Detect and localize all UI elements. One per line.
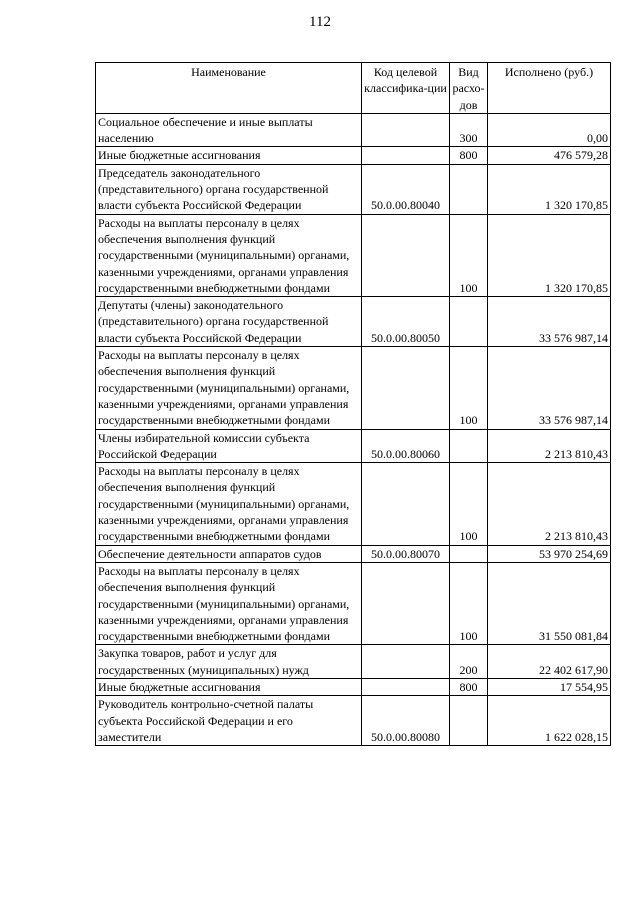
row-name: Расходы на выплаты персоналу в целях обеспечения выполнения функций государственными (муниципальными) органами, казенными учреждениями, органами управления государственными внебюджетными фондами <box>96 562 362 644</box>
table-header-row <box>96 63 611 114</box>
row-code: 50.0.00.80080 <box>362 696 450 746</box>
row-code <box>362 678 450 695</box>
row-code: 50.0.00.80040 <box>362 164 450 214</box>
row-code <box>362 113 450 147</box>
row-type <box>450 545 488 562</box>
row-type: 100 <box>450 463 488 545</box>
row-amount: 2 213 810,43 <box>488 463 611 545</box>
header-type: Вид расхо-дов <box>450 63 488 114</box>
row-code <box>362 562 450 644</box>
page-number: 112 <box>309 14 331 30</box>
row-amount: 31 550 081,84 <box>488 562 611 644</box>
row-type <box>450 429 488 463</box>
row-amount: 53 970 254,69 <box>488 545 611 562</box>
row-code: 50.0.00.80060 <box>362 429 450 463</box>
table-row <box>96 429 611 463</box>
row-type: 800 <box>450 147 488 164</box>
row-type: 800 <box>450 678 488 695</box>
row-amount: 1 622 028,15 <box>488 696 611 746</box>
row-code: 50.0.00.80070 <box>362 545 450 562</box>
table-row <box>96 696 611 746</box>
row-name: Иные бюджетные ассигнования <box>96 147 362 164</box>
row-amount: 0,00 <box>488 113 611 147</box>
row-type <box>450 297 488 347</box>
table-row <box>96 678 611 695</box>
row-amount: 476 579,28 <box>488 147 611 164</box>
row-code: 50.0.00.80050 <box>362 297 450 347</box>
row-name: Депутаты (члены) законодательного (представительного) органа государственной власти субъекта Российской Федерации <box>96 297 362 347</box>
row-amount: 33 576 987,14 <box>488 297 611 347</box>
table-row <box>96 645 611 679</box>
row-amount: 2 213 810,43 <box>488 429 611 463</box>
row-name: Обеспечение деятельности аппаратов судов <box>96 545 362 562</box>
header-amount: Исполнено (руб.) <box>488 63 611 114</box>
row-code <box>362 214 450 296</box>
row-amount: 22 402 617,90 <box>488 645 611 679</box>
table-row <box>96 347 611 429</box>
row-code <box>362 645 450 679</box>
table-row <box>96 545 611 562</box>
table-row <box>96 297 611 347</box>
row-type: 200 <box>450 645 488 679</box>
row-name: Расходы на выплаты персоналу в целях обеспечения выполнения функций государственными (муниципальными) органами, казенными учреждениями, органами управления государственными внебюджетными фондами <box>96 214 362 296</box>
row-name: Закупка товаров, работ и услуг для государственных (муниципальных) нужд <box>96 645 362 679</box>
row-amount: 33 576 987,14 <box>488 347 611 429</box>
row-code <box>362 347 450 429</box>
row-type <box>450 696 488 746</box>
row-type: 100 <box>450 347 488 429</box>
header-name: Наименование <box>96 63 362 114</box>
row-amount: 1 320 170,85 <box>488 164 611 214</box>
table-row <box>96 164 611 214</box>
table-row <box>96 562 611 644</box>
row-name: Иные бюджетные ассигнования <box>96 678 362 695</box>
header-code: Код целевой классифика-ции <box>362 63 450 114</box>
row-name: Расходы на выплаты персоналу в целях обеспечения выполнения функций государственными (муниципальными) органами, казенными учреждениями, органами управления государственными внебюджетными фондами <box>96 347 362 429</box>
table-row <box>96 463 611 545</box>
row-name: Председатель законодательного (представительного) органа государственной власти субъекта Российской Федерации <box>96 164 362 214</box>
row-name: Члены избирательной комиссии субъекта Российской Федерации <box>96 429 362 463</box>
table-row <box>96 147 611 164</box>
row-code <box>362 463 450 545</box>
row-name: Руководитель контрольно-счетной палаты субъекта Российской Федерации и его заместители <box>96 696 362 746</box>
row-type: 100 <box>450 214 488 296</box>
row-amount: 1 320 170,85 <box>488 214 611 296</box>
row-code <box>362 147 450 164</box>
budget-execution-table <box>95 62 611 746</box>
row-name: Социальное обеспечение и иные выплаты населению <box>96 113 362 147</box>
table-row <box>96 214 611 296</box>
row-type: 300 <box>450 113 488 147</box>
row-type <box>450 164 488 214</box>
row-amount: 17 554,95 <box>488 678 611 695</box>
row-name: Расходы на выплаты персоналу в целях обеспечения выполнения функций государственными (муниципальными) органами, казенными учреждениями, органами управления государственными внебюджетными фондами <box>96 463 362 545</box>
row-type: 100 <box>450 562 488 644</box>
table-row <box>96 113 611 147</box>
